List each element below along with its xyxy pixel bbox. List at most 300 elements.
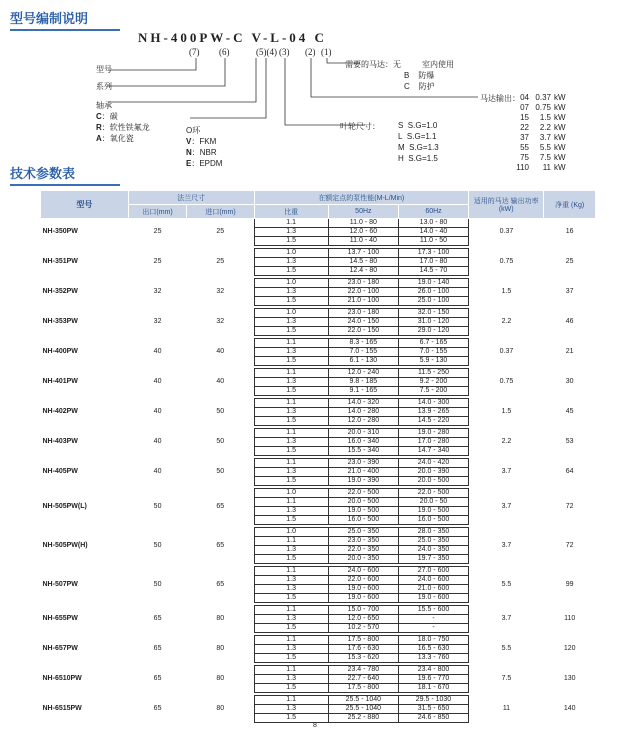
cell-model: NH-353PW [41, 309, 129, 336]
cell-50hz: 12.0 - 240 [328, 369, 398, 378]
cell-60hz: 11.0 - 50 [398, 237, 468, 246]
table-row [41, 459, 596, 468]
cell-60hz: 20.0 - 390 [398, 468, 468, 477]
cell-60hz: 16.0 - 500 [398, 516, 468, 525]
cell-50hz: 19.0 - 390 [328, 477, 398, 486]
label-bearing: 轴承 [96, 101, 112, 110]
cell-ratio: 1.5 [254, 624, 328, 633]
cell-60hz: 14.5 - 70 [398, 267, 468, 276]
cell-60hz: 24.0 - 350 [398, 546, 468, 555]
cell-ratio: 1.3 [254, 258, 328, 267]
motor-output-item [513, 113, 566, 122]
cell-model: NH-402PW [41, 399, 129, 426]
cell-60hz: 20.0 - 500 [398, 477, 468, 486]
motor-output-v: 0.37 [535, 93, 551, 102]
cell-50hz: 25.2 - 880 [328, 714, 398, 723]
cell-60hz: 18.1 - 670 [398, 684, 468, 693]
cell-model: NH-655PW [41, 606, 129, 633]
cell-60hz: 23.4 - 800 [398, 666, 468, 675]
cell-motor: 3.7 [501, 502, 512, 510]
cell-60hz: 31.5 - 650 [398, 705, 468, 714]
cell-60hz: 17.3 - 100 [398, 249, 468, 258]
cell-ratio: 1.0 [254, 489, 328, 498]
cell-60hz: 31.0 - 120 [398, 318, 468, 327]
header-motor-output: 适用的马达 输出功率 (kW) [469, 191, 544, 219]
cell-model: NH-400PW [41, 339, 129, 366]
motor-output-code: 04 [520, 93, 529, 102]
cell-60hz: 25.0 - 350 [398, 537, 468, 546]
cell-50hz: 25.5 - 1040 [328, 696, 398, 705]
cell-ratio: 1.3 [254, 228, 328, 237]
motor-output-u: kW [554, 153, 566, 162]
cell-ratio: 1.0 [254, 249, 328, 258]
cell-ratio: 1.3 [254, 546, 328, 555]
cell-outlet: 50 [153, 541, 162, 549]
label-model: 型号 [96, 65, 112, 74]
cell-60hz: 24.0 - 420 [398, 459, 468, 468]
cell-50hz: 19.0 - 600 [328, 594, 398, 603]
cell-ratio: 1.3 [254, 645, 328, 654]
motor-output-u: kW [554, 113, 566, 122]
cell-50hz: 23.0 - 180 [328, 309, 398, 318]
cell-inlet: 80 [216, 615, 225, 622]
cell-50hz: 11.0 - 80 [328, 219, 398, 228]
cell-inlet: 80 [216, 705, 225, 712]
label-impeller: 叶轮尺寸： [340, 122, 380, 131]
cell-ratio: 1.3 [254, 507, 328, 516]
cell-outlet: 50 [153, 502, 162, 510]
cell-50hz: 6.1 - 130 [328, 357, 398, 366]
cell-model: NH-6515PW [41, 696, 129, 723]
cell-ratio: 1.3 [254, 585, 328, 594]
cell-50hz: 14.5 - 80 [328, 258, 398, 267]
cell-ratio: 1.3 [254, 615, 328, 624]
header-ratio: 比重 [254, 205, 328, 219]
cell-60hz: 28.0 - 350 [398, 528, 468, 537]
cell-60hz: 16.5 - 630 [398, 645, 468, 654]
cell-60hz: 19.7 - 350 [398, 555, 468, 564]
position-2: (2) [305, 47, 316, 57]
cell-60hz: 14.5 - 220 [398, 417, 468, 426]
cell-50hz: 15.3 - 620 [328, 654, 398, 663]
section-title-text: 型号编制说明 [10, 11, 89, 26]
motor-output-item [513, 103, 566, 112]
cell-50hz: 23.0 - 180 [328, 279, 398, 288]
cell-60hz: 9.2 - 200 [398, 378, 468, 387]
cell-50hz: 22.7 - 640 [328, 675, 398, 684]
motor-output-item [513, 163, 566, 172]
cell-ratio: 1.1 [254, 459, 328, 468]
cell-model: NH-507PW [41, 567, 129, 603]
cell-outlet: 65 [153, 705, 162, 712]
cell-weight: 140 [563, 705, 576, 712]
cell-inlet: 65 [216, 580, 225, 588]
table-row [41, 219, 596, 228]
motor-output-item [513, 143, 566, 152]
cell-weight: 72 [565, 541, 574, 549]
cell-ratio: 1.1 [254, 219, 328, 228]
cell-50hz: 20.0 - 350 [328, 555, 398, 564]
cell-motor: 0.37 [499, 348, 514, 355]
cell-60hz: 11.5 - 250 [398, 369, 468, 378]
header-weight: 净重 (Kg) [544, 191, 596, 219]
cell-weight: 130 [563, 675, 576, 682]
cell-50hz: 14.0 - 320 [328, 399, 398, 408]
cell-model: NH-403PW [41, 429, 129, 456]
table-row [41, 567, 596, 576]
cell-50hz: 21.0 - 400 [328, 468, 398, 477]
table-body [41, 219, 596, 726]
cell-model: NH-401PW [41, 369, 129, 396]
cell-50hz: 24.0 - 600 [328, 567, 398, 576]
cell-50hz: 19.0 - 600 [328, 585, 398, 594]
label-oring: O环 [186, 126, 201, 135]
cell-60hz: 21.0 - 600 [398, 585, 468, 594]
cell-model: NH-350PW [41, 219, 129, 246]
motor-output-v: 7.5 [539, 153, 551, 162]
motor-output-code: 07 [520, 103, 529, 112]
cell-ratio: 1.1 [254, 369, 328, 378]
motor-output-code: 55 [520, 143, 529, 152]
header-model: 型号 [41, 191, 129, 219]
motor-req-b: B 防爆 [404, 71, 435, 80]
cell-motor: 7.5 [501, 675, 512, 682]
motor-output-code: 110 [516, 163, 529, 172]
cell-60hz: 17.0 - 80 [398, 258, 468, 267]
cell-weight: 46 [565, 318, 574, 325]
cell-50hz: 24.0 - 150 [328, 318, 398, 327]
motor-output-code: 75 [520, 153, 529, 162]
cell-60hz: 13.3 - 760 [398, 654, 468, 663]
cell-50hz: 22.0 - 350 [328, 546, 398, 555]
cell-ratio: 1.3 [254, 468, 328, 477]
bearing-a: A：氧化瓷 [96, 134, 134, 143]
cell-60hz: 17.0 - 280 [398, 438, 468, 447]
cell-weight: 120 [563, 645, 576, 652]
cell-model: NH-405PW [41, 459, 129, 486]
cell-ratio: 1.3 [254, 348, 328, 357]
cell-inlet: 40 [216, 348, 225, 355]
section-title-tech-params [10, 163, 75, 182]
cell-60hz: 19.0 - 280 [398, 429, 468, 438]
cell-motor: 11 [502, 705, 511, 712]
table-row [41, 429, 596, 438]
cell-ratio: 1.5 [254, 267, 328, 276]
position-7: (7) [189, 47, 200, 57]
cell-ratio: 1.5 [254, 555, 328, 564]
table-row [41, 369, 596, 378]
cell-model: NH-505PW(H) [41, 528, 129, 564]
cell-50hz: 14.0 - 280 [328, 408, 398, 417]
motor-req-none: 室内使用 [422, 60, 454, 69]
cell-60hz: 25.0 - 100 [398, 297, 468, 306]
cell-60hz: - [398, 624, 468, 633]
cell-ratio: 1.5 [254, 594, 328, 603]
cell-60hz: 18.0 - 750 [398, 636, 468, 645]
cell-inlet: 50 [216, 408, 225, 415]
cell-50hz: 21.0 - 100 [328, 297, 398, 306]
cell-50hz: 7.0 - 155 [328, 348, 398, 357]
cell-ratio: 1.3 [254, 378, 328, 387]
cell-60hz: 14.0 - 300 [398, 399, 468, 408]
cell-60hz: 29.0 - 120 [398, 327, 468, 336]
cell-50hz: 17.5 - 800 [328, 684, 398, 693]
cell-50hz: 9.1 - 165 [328, 387, 398, 396]
cell-60hz: 5.9 - 130 [398, 357, 468, 366]
cell-60hz: 19.0 - 500 [398, 507, 468, 516]
cell-motor: 3.7 [501, 615, 512, 622]
cell-weight: 16 [565, 228, 574, 236]
cell-50hz: 11.0 - 40 [328, 237, 398, 246]
cell-ratio: 1.5 [254, 654, 328, 663]
cell-50hz: 12.0 - 280 [328, 417, 398, 426]
tech-params-table [40, 190, 596, 725]
table-row [41, 309, 596, 318]
motor-output-u: kW [554, 123, 566, 132]
cell-motor: 1.5 [501, 408, 512, 415]
cell-50hz: 9.8 - 185 [328, 378, 398, 387]
cell-inlet: 50 [216, 468, 225, 475]
page-number: 8 [313, 722, 317, 729]
cell-50hz: 23.0 - 390 [328, 459, 398, 468]
cell-inlet: 50 [216, 438, 225, 445]
motor-output-code: 15 [520, 113, 529, 122]
cell-weight: 45 [565, 408, 574, 415]
cell-ratio: 1.5 [254, 516, 328, 525]
cell-outlet: 25 [153, 228, 162, 236]
cell-weight: 25 [565, 258, 574, 265]
cell-60hz: 27.0 - 600 [398, 567, 468, 576]
cell-50hz: 17.5 - 800 [328, 636, 398, 645]
motor-output-u: kW [554, 143, 566, 152]
header-outlet: 出口(mm) [128, 205, 187, 219]
bearing-c: C：碳 [96, 112, 118, 121]
cell-60hz: 13.9 - 265 [398, 408, 468, 417]
bearing-r: R：软性铁氟龙 [96, 123, 150, 132]
cell-motor: 0.37 [499, 228, 514, 236]
cell-model: NH-6510PW [41, 666, 129, 693]
cell-60hz: 19.0 - 140 [398, 279, 468, 288]
cell-weight: 21 [565, 348, 574, 355]
title-underline [10, 184, 120, 186]
cell-50hz: 20.0 - 500 [328, 498, 398, 507]
cell-ratio: 1.1 [254, 399, 328, 408]
cell-weight: 64 [565, 468, 574, 475]
cell-60hz: 6.7 - 165 [398, 339, 468, 348]
header-inlet: 进口(mm) [187, 205, 254, 219]
cell-ratio: 1.3 [254, 288, 328, 297]
cell-60hz: 7.5 - 200 [398, 387, 468, 396]
position-5-4: (5)(4) [256, 47, 277, 57]
cell-ratio: 1.0 [254, 309, 328, 318]
cell-60hz: 24.0 - 600 [398, 576, 468, 585]
impeller-l: L S.G=1.1 [398, 132, 437, 141]
cell-outlet: 32 [153, 288, 162, 295]
oring-n: N：NBR [186, 148, 217, 157]
cell-outlet: 65 [153, 615, 162, 622]
cell-60hz: 13.0 - 80 [398, 219, 468, 228]
cell-ratio: 1.5 [254, 357, 328, 366]
cell-motor: 5.5 [501, 645, 512, 652]
oring-v: V：FKM [186, 137, 217, 146]
cell-ratio: 1.3 [254, 576, 328, 585]
table-row [41, 249, 596, 258]
table-row [41, 528, 596, 537]
cell-50hz: 22.0 - 100 [328, 288, 398, 297]
cell-inlet: 80 [216, 645, 225, 652]
cell-50hz: 25.5 - 1040 [328, 705, 398, 714]
cell-motor: 2.2 [501, 438, 512, 445]
cell-60hz: 20.0 - 50 [398, 498, 468, 507]
motor-output-code: 37 [520, 133, 529, 142]
cell-ratio: 1.5 [254, 684, 328, 693]
cell-outlet: 65 [153, 645, 162, 652]
cell-weight: 110 [564, 615, 576, 622]
table-row [41, 489, 596, 498]
cell-outlet: 40 [153, 468, 162, 475]
motor-req-c: C 防护 [404, 82, 435, 91]
cell-60hz: 14.7 - 340 [398, 447, 468, 456]
cell-ratio: 1.5 [254, 327, 328, 336]
cell-60hz: 26.0 - 100 [398, 288, 468, 297]
motor-output-v: 2.2 [539, 123, 551, 132]
cell-60hz: 19.0 - 600 [398, 594, 468, 603]
cell-ratio: 1.1 [254, 567, 328, 576]
cell-ratio: 1.5 [254, 477, 328, 486]
cell-weight: 53 [565, 438, 574, 445]
model-code: NH-400PW-C V-L-04 C [138, 30, 327, 45]
oring-e: E：EPDM [186, 159, 223, 168]
cell-outlet: 40 [153, 408, 162, 415]
table-row [41, 399, 596, 408]
spacer-cell [41, 723, 596, 726]
position-6: (6) [219, 47, 230, 57]
cell-60hz: 15.5 - 600 [398, 606, 468, 615]
motor-output-v: 11 [542, 163, 551, 172]
cell-ratio: 1.5 [254, 714, 328, 723]
table-row [41, 606, 596, 615]
cell-motor: 3.7 [501, 541, 512, 549]
cell-ratio: 1.5 [254, 447, 328, 456]
cell-inlet: 65 [216, 502, 225, 510]
cell-60hz: 24.6 - 850 [398, 714, 468, 723]
motor-output-v: 5.5 [539, 143, 551, 152]
section-title-text: 技术参数表 [10, 166, 76, 181]
cell-ratio: 1.1 [254, 537, 328, 546]
cell-50hz: 23.0 - 350 [328, 537, 398, 546]
cell-outlet: 32 [153, 318, 162, 325]
cell-inlet: 65 [216, 541, 225, 549]
cell-ratio: 1.3 [254, 408, 328, 417]
table-row [41, 666, 596, 675]
label-motor-output: 马达输出： [480, 94, 520, 103]
cell-60hz: 7.0 - 155 [398, 348, 468, 357]
cell-50hz: 16.0 - 340 [328, 438, 398, 447]
cell-50hz: 20.0 - 310 [328, 429, 398, 438]
impeller-h: H S.G=1.5 [398, 154, 438, 163]
cell-outlet: 40 [153, 438, 162, 445]
cell-inlet: 25 [216, 228, 225, 236]
cell-50hz: 22.0 - 600 [328, 576, 398, 585]
position-1: (1) [321, 47, 332, 57]
table-row [41, 339, 596, 348]
cell-50hz: 8.3 - 165 [328, 339, 398, 348]
cell-ratio: 1.1 [254, 696, 328, 705]
cell-ratio: 1.3 [254, 705, 328, 714]
cell-50hz: 22.0 - 150 [328, 327, 398, 336]
cell-50hz: 22.0 - 500 [328, 489, 398, 498]
cell-inlet: 32 [216, 318, 225, 325]
cell-weight: 37 [565, 288, 574, 295]
cell-60hz: 19.6 - 770 [398, 675, 468, 684]
cell-outlet: 25 [153, 258, 162, 265]
cell-model: NH-352PW [41, 279, 129, 306]
cell-ratio: 1.0 [254, 279, 328, 288]
cell-ratio: 1.3 [254, 675, 328, 684]
cell-ratio: 1.5 [254, 417, 328, 426]
header-50hz: 50Hz [328, 205, 398, 219]
cell-50hz: 19.0 - 500 [328, 507, 398, 516]
motor-output-v: 3.7 [539, 133, 551, 142]
cell-60hz: 14.0 - 40 [398, 228, 468, 237]
cell-ratio: 1.5 [254, 387, 328, 396]
header-60hz: 60Hz [398, 205, 468, 219]
motor-output-u: kW [554, 103, 566, 112]
header-rated-performance: 在额定点的泵性能(M-L/Min) [254, 191, 469, 205]
cell-ratio: 1.5 [254, 237, 328, 246]
cell-50hz: 25.0 - 350 [328, 528, 398, 537]
cell-50hz: 17.6 - 630 [328, 645, 398, 654]
cell-50hz: 10.2 - 570 [328, 624, 398, 633]
cell-ratio: 1.0 [254, 528, 328, 537]
impeller-m: M S.G=1.3 [398, 143, 439, 152]
cell-inlet: 25 [216, 258, 225, 265]
cell-ratio: 1.3 [254, 438, 328, 447]
motor-output-u: kW [554, 93, 566, 102]
table-row [41, 696, 596, 705]
cell-outlet: 50 [153, 580, 162, 588]
cell-motor: 1.5 [501, 288, 512, 295]
cell-50hz: 13.7 - 100 [328, 249, 398, 258]
cell-weight: 99 [565, 580, 574, 588]
cell-ratio: 1.1 [254, 606, 328, 615]
cell-model: NH-505PW(L) [41, 489, 129, 525]
group-spacer [41, 723, 596, 726]
cell-weight: 72 [565, 502, 574, 510]
cell-ratio: 1.1 [254, 666, 328, 675]
header-flange: 法兰尺寸 [128, 191, 254, 205]
cell-ratio: 1.1 [254, 498, 328, 507]
cell-weight: 30 [565, 378, 574, 385]
cell-outlet: 65 [153, 675, 162, 682]
cell-50hz: 15.5 - 340 [328, 447, 398, 456]
cell-50hz: 12.0 - 650 [328, 615, 398, 624]
cell-outlet: 40 [153, 348, 162, 355]
motor-output-item [513, 153, 566, 162]
cell-50hz: 23.4 - 780 [328, 666, 398, 675]
cell-50hz: 12.4 - 80 [328, 267, 398, 276]
cell-60hz: 32.0 - 150 [398, 309, 468, 318]
cell-motor: 2.2 [501, 318, 512, 325]
cell-60hz: 29.5 - 1030 [398, 696, 468, 705]
cell-50hz: 12.0 - 60 [328, 228, 398, 237]
impeller-s: S S.G=1.0 [398, 121, 438, 130]
cell-motor: 0.75 [499, 258, 514, 265]
cell-ratio: 1.5 [254, 297, 328, 306]
motor-output-item [513, 123, 566, 132]
cell-motor: 3.7 [501, 468, 512, 475]
table-row [41, 636, 596, 645]
